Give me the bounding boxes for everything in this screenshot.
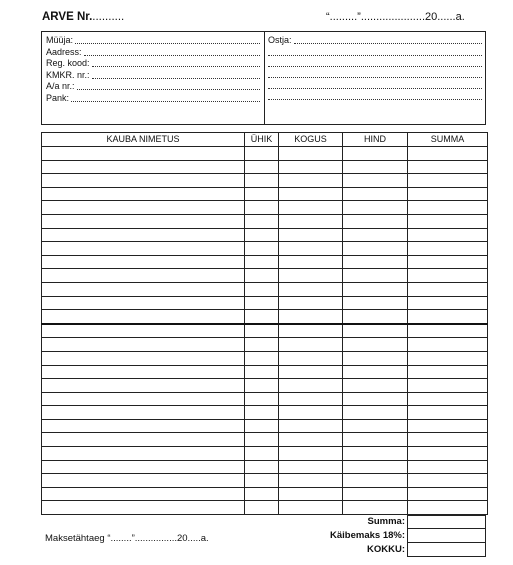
unit-cell[interactable]	[245, 214, 279, 228]
table-row	[42, 487, 488, 501]
item-name-cell[interactable]	[42, 269, 245, 283]
quantity-cell[interactable]	[279, 406, 343, 420]
quantity-cell[interactable]	[279, 160, 343, 174]
price-cell[interactable]	[343, 365, 408, 379]
quantity-cell[interactable]	[279, 214, 343, 228]
price-cell[interactable]	[343, 419, 408, 433]
sum-cell[interactable]	[408, 433, 488, 447]
total-value-box[interactable]	[407, 543, 486, 557]
unit-cell[interactable]	[245, 269, 279, 283]
sum-cell[interactable]	[408, 255, 488, 269]
quantity-cell[interactable]	[279, 447, 343, 461]
items-body	[42, 147, 488, 515]
seller-name-field[interactable]: Müüja:	[46, 35, 260, 47]
invoice-date-line: “.........”.....................20......a.	[326, 11, 465, 23]
item-name-cell[interactable]	[42, 228, 245, 242]
price-cell[interactable]	[343, 324, 408, 338]
price-cell[interactable]	[343, 392, 408, 406]
quantity-cell[interactable]	[279, 269, 343, 283]
price-cell[interactable]	[343, 160, 408, 174]
sum-cell[interactable]	[408, 419, 488, 433]
item-name-cell[interactable]	[42, 296, 245, 310]
quantity-cell[interactable]	[279, 324, 343, 338]
invoice-title: ARVE Nr...........	[42, 11, 125, 23]
table-row	[42, 269, 488, 283]
price-cell[interactable]	[343, 282, 408, 296]
price-cell[interactable]	[343, 310, 408, 324]
table-row	[42, 160, 488, 174]
item-name-cell[interactable]	[42, 324, 245, 338]
unit-cell[interactable]	[245, 351, 279, 365]
totals-row-summa	[300, 515, 487, 529]
sum-cell[interactable]	[408, 406, 488, 420]
sum-cell[interactable]	[408, 282, 488, 296]
item-name-cell[interactable]	[42, 365, 245, 379]
item-name-cell[interactable]	[42, 379, 245, 393]
price-cell[interactable]	[343, 201, 408, 215]
price-cell[interactable]	[343, 474, 408, 488]
quantity-cell[interactable]	[279, 419, 343, 433]
item-name-cell[interactable]	[42, 351, 245, 365]
quantity-cell[interactable]	[279, 351, 343, 365]
sum-cell[interactable]	[408, 460, 488, 474]
vat-value-box[interactable]	[407, 529, 486, 543]
quantity-cell[interactable]	[279, 187, 343, 201]
price-cell[interactable]	[343, 351, 408, 365]
vat-label: Käibemaks 18%:	[330, 530, 405, 541]
col-header-price: HIND	[343, 133, 408, 147]
buyer-line-6[interactable]	[268, 91, 482, 102]
item-name-cell[interactable]	[42, 447, 245, 461]
table-row	[42, 379, 488, 393]
quantity-cell[interactable]	[279, 501, 343, 515]
item-name-cell[interactable]	[42, 474, 245, 488]
table-row	[42, 433, 488, 447]
sum-cell[interactable]	[408, 487, 488, 501]
totals-row-total	[300, 543, 487, 557]
price-cell[interactable]	[343, 296, 408, 310]
seller-reg-code-field[interactable]: Reg. kood:	[46, 58, 260, 70]
total-label: KOKKU:	[367, 544, 405, 555]
buyer-line-4[interactable]	[268, 69, 482, 80]
quantity-cell[interactable]	[279, 379, 343, 393]
quantity-cell[interactable]	[279, 460, 343, 474]
sum-cell[interactable]	[408, 214, 488, 228]
table-row	[42, 228, 488, 242]
unit-cell[interactable]	[245, 187, 279, 201]
price-cell[interactable]	[343, 379, 408, 393]
quantity-cell[interactable]	[279, 201, 343, 215]
seller-account-field[interactable]: A/a nr.:	[46, 81, 260, 93]
table-row	[42, 214, 488, 228]
quantity-cell[interactable]	[279, 338, 343, 352]
buyer-section	[268, 35, 482, 102]
unit-cell[interactable]	[245, 433, 279, 447]
price-cell[interactable]	[343, 255, 408, 269]
unit-cell[interactable]	[245, 474, 279, 488]
quantity-cell[interactable]	[279, 296, 343, 310]
table-row	[42, 392, 488, 406]
unit-cell[interactable]	[245, 310, 279, 324]
table-row	[42, 474, 488, 488]
sum-cell[interactable]	[408, 201, 488, 215]
table-row	[42, 174, 488, 188]
unit-cell[interactable]	[245, 242, 279, 256]
buyer-name-field[interactable]: Ostja:	[268, 35, 482, 47]
party-divider	[264, 31, 265, 125]
price-cell[interactable]	[343, 338, 408, 352]
totals-section	[300, 515, 487, 557]
quantity-cell[interactable]	[279, 242, 343, 256]
quantity-cell[interactable]	[279, 487, 343, 501]
quantity-cell[interactable]	[279, 392, 343, 406]
summa-value-box[interactable]	[407, 515, 486, 529]
unit-cell[interactable]	[245, 501, 279, 515]
table-row	[42, 310, 488, 324]
price-cell[interactable]	[343, 269, 408, 283]
sum-cell[interactable]	[408, 174, 488, 188]
sum-cell[interactable]	[408, 474, 488, 488]
table-row	[42, 201, 488, 215]
quantity-cell[interactable]	[279, 365, 343, 379]
table-row	[42, 460, 488, 474]
seller-address-field[interactable]: Aadress:	[46, 47, 260, 59]
table-row	[42, 419, 488, 433]
price-cell[interactable]	[343, 174, 408, 188]
unit-cell[interactable]	[245, 419, 279, 433]
unit-cell[interactable]	[245, 365, 279, 379]
item-name-cell[interactable]	[42, 406, 245, 420]
sum-cell[interactable]	[408, 147, 488, 161]
price-cell[interactable]	[343, 147, 408, 161]
item-name-cell[interactable]	[42, 419, 245, 433]
item-name-cell[interactable]	[42, 392, 245, 406]
item-name-cell[interactable]	[42, 310, 245, 324]
unit-cell[interactable]	[245, 447, 279, 461]
buyer-line-2[interactable]	[268, 47, 482, 58]
col-header-item-name: KAUBA NIMETUS	[42, 133, 245, 147]
item-name-cell[interactable]	[42, 214, 245, 228]
col-header-sum: SUMMA	[408, 133, 488, 147]
unit-cell[interactable]	[245, 296, 279, 310]
table-row	[42, 296, 488, 310]
unit-cell[interactable]	[245, 324, 279, 338]
item-name-cell[interactable]	[42, 338, 245, 352]
col-header-quantity: KOGUS	[279, 133, 343, 147]
seller-section	[46, 35, 260, 105]
item-name-cell[interactable]	[42, 255, 245, 269]
quantity-cell[interactable]	[279, 433, 343, 447]
item-name-cell[interactable]	[42, 501, 245, 515]
table-row	[42, 187, 488, 201]
unit-cell[interactable]	[245, 255, 279, 269]
table-row	[42, 501, 488, 515]
item-name-cell[interactable]	[42, 487, 245, 501]
sum-cell[interactable]	[408, 365, 488, 379]
price-cell[interactable]	[343, 447, 408, 461]
price-cell[interactable]	[343, 228, 408, 242]
table-row	[42, 447, 488, 461]
sum-cell[interactable]	[408, 228, 488, 242]
table-row	[42, 242, 488, 256]
quantity-cell[interactable]	[279, 282, 343, 296]
table-row	[42, 282, 488, 296]
item-name-cell[interactable]	[42, 187, 245, 201]
price-cell[interactable]	[343, 501, 408, 515]
unit-cell[interactable]	[245, 228, 279, 242]
sum-cell[interactable]	[408, 269, 488, 283]
summa-label: Summa:	[367, 516, 405, 527]
unit-cell[interactable]	[245, 460, 279, 474]
price-cell[interactable]	[343, 214, 408, 228]
payment-due-line: Maksetähtaeg “........”................20.....a.	[45, 533, 209, 544]
price-cell[interactable]	[343, 433, 408, 447]
unit-cell[interactable]	[245, 487, 279, 501]
price-cell[interactable]	[343, 242, 408, 256]
unit-cell[interactable]	[245, 174, 279, 188]
price-cell[interactable]	[343, 487, 408, 501]
sum-cell[interactable]	[408, 351, 488, 365]
unit-cell[interactable]	[245, 201, 279, 215]
item-name-cell[interactable]	[42, 460, 245, 474]
buyer-line-5[interactable]	[268, 80, 482, 91]
table-row	[42, 406, 488, 420]
unit-cell[interactable]	[245, 392, 279, 406]
quantity-cell[interactable]	[279, 255, 343, 269]
unit-cell[interactable]	[245, 282, 279, 296]
item-name-cell[interactable]	[42, 242, 245, 256]
unit-cell[interactable]	[245, 338, 279, 352]
item-name-cell[interactable]	[42, 282, 245, 296]
item-name-cell[interactable]	[42, 433, 245, 447]
buyer-line-3[interactable]	[268, 58, 482, 69]
unit-cell[interactable]	[245, 147, 279, 161]
sum-cell[interactable]	[408, 242, 488, 256]
sum-cell[interactable]	[408, 338, 488, 352]
quantity-cell[interactable]	[279, 174, 343, 188]
sum-cell[interactable]	[408, 160, 488, 174]
quantity-cell[interactable]	[279, 228, 343, 242]
item-name-cell[interactable]	[42, 201, 245, 215]
sum-cell[interactable]	[408, 379, 488, 393]
sum-cell[interactable]	[408, 392, 488, 406]
items-header-row	[42, 133, 488, 147]
items-table	[41, 132, 488, 515]
item-name-cell[interactable]	[42, 174, 245, 188]
item-name-cell[interactable]	[42, 147, 245, 161]
unit-cell[interactable]	[245, 160, 279, 174]
seller-bank-field[interactable]: Pank:	[46, 93, 260, 105]
quantity-cell[interactable]	[279, 474, 343, 488]
sum-cell[interactable]	[408, 310, 488, 324]
sum-cell[interactable]	[408, 296, 488, 310]
price-cell[interactable]	[343, 406, 408, 420]
quantity-cell[interactable]	[279, 310, 343, 324]
sum-cell[interactable]	[408, 324, 488, 338]
table-row	[42, 255, 488, 269]
price-cell[interactable]	[343, 460, 408, 474]
col-header-unit: ÜHIK	[245, 133, 279, 147]
sum-cell[interactable]	[408, 447, 488, 461]
table-row	[42, 351, 488, 365]
seller-vat-number-field[interactable]: KMKR. nr.:	[46, 70, 260, 82]
unit-cell[interactable]	[245, 406, 279, 420]
table-row	[42, 365, 488, 379]
table-row	[42, 338, 488, 352]
sum-cell[interactable]	[408, 187, 488, 201]
totals-row-vat	[300, 529, 487, 543]
unit-cell[interactable]	[245, 379, 279, 393]
sum-cell[interactable]	[408, 501, 488, 515]
table-row	[42, 324, 488, 338]
table-row	[42, 147, 488, 161]
price-cell[interactable]	[343, 187, 408, 201]
item-name-cell[interactable]	[42, 160, 245, 174]
quantity-cell[interactable]	[279, 147, 343, 161]
